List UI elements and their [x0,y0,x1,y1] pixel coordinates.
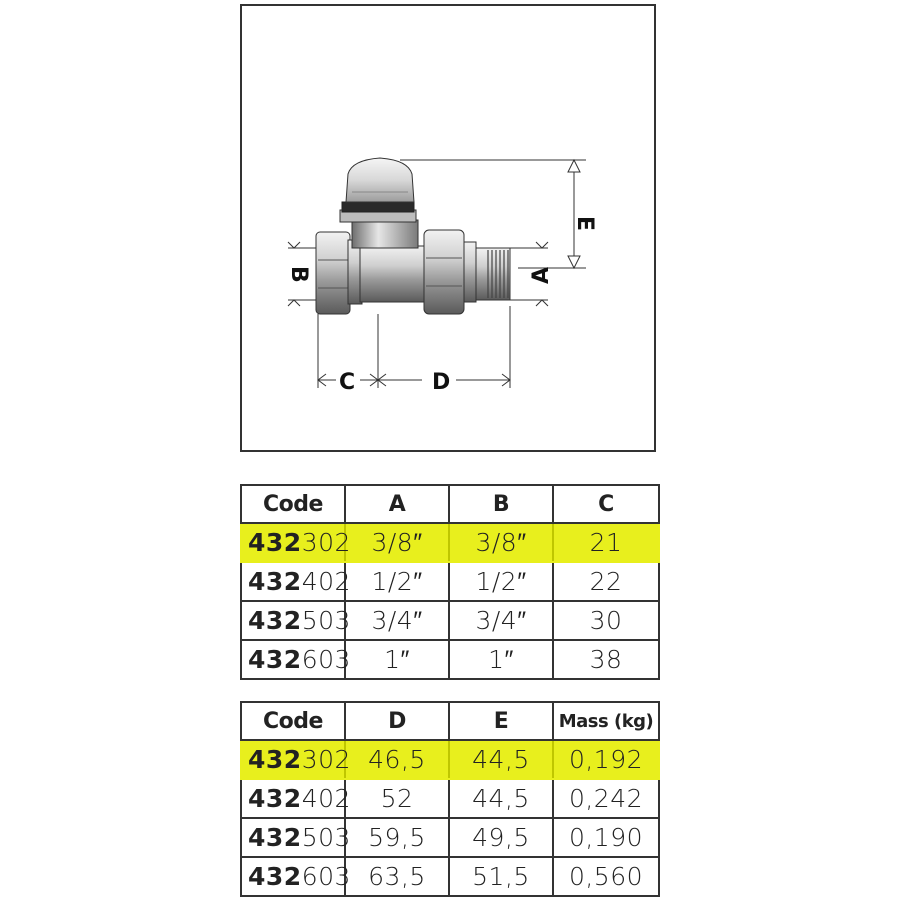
cell-c: 30 [553,601,659,640]
cell-b: 3/4″ [449,601,553,640]
header-c: C [553,485,659,523]
cell-e: 49,5 [449,818,553,857]
table-row [241,818,659,857]
header-mass: Mass (kg) [553,702,659,740]
code-cell: 432402 [241,562,345,601]
cell-mass: 0,190 [553,818,659,857]
header-a: A [345,485,449,523]
table-row [241,562,659,601]
header-b: B [449,485,553,523]
code-cell: 432302 [241,740,345,779]
cell-b: 1/2″ [449,562,553,601]
table-row [241,640,659,679]
valve-drawing-frame [240,4,656,452]
code-cell: 432302 [241,523,345,562]
cell-d: 59,5 [345,818,449,857]
header-e: E [449,702,553,740]
valve-body [316,158,510,314]
header-d: D [345,702,449,740]
cell-a: 3/8″ [345,523,449,562]
code-cell: 432503 [241,601,345,640]
code-cell: 432603 [241,857,345,896]
header-code: Code [241,702,345,740]
table-row [241,779,659,818]
code-cell: 432503 [241,818,345,857]
cell-b: 1″ [449,640,553,679]
cell-d: 52 [345,779,449,818]
cell-mass: 0,560 [553,857,659,896]
cell-b: 3/8″ [449,523,553,562]
table-row [241,740,659,779]
table-row [241,601,659,640]
dim-label-a: A [529,266,554,284]
dim-label-c: C [339,370,356,395]
cell-mass: 0,242 [553,779,659,818]
cell-e: 44,5 [449,740,553,779]
cell-c: 38 [553,640,659,679]
valve-technical-drawing [242,6,654,450]
cell-d: 46,5 [345,740,449,779]
dim-label-d: D [432,370,451,395]
dim-label-e: E [572,216,597,232]
table-header-row [241,702,659,740]
cell-a: 1″ [345,640,449,679]
dim-label-b: B [286,266,311,283]
cell-mass: 0,192 [553,740,659,779]
code-cell: 432603 [241,640,345,679]
cell-a: 3/4″ [345,601,449,640]
cell-a: 1/2″ [345,562,449,601]
table-row [241,857,659,896]
code-cell: 432402 [241,779,345,818]
cell-c: 21 [553,523,659,562]
cell-e: 51,5 [449,857,553,896]
cell-d: 63,5 [345,857,449,896]
header-code: Code [241,485,345,523]
table-header-row [241,485,659,523]
dimensions-table-de-mass [240,701,660,897]
table-row [241,523,659,562]
dimensions-table-abc [240,484,660,680]
cell-e: 44,5 [449,779,553,818]
cell-c: 22 [553,562,659,601]
